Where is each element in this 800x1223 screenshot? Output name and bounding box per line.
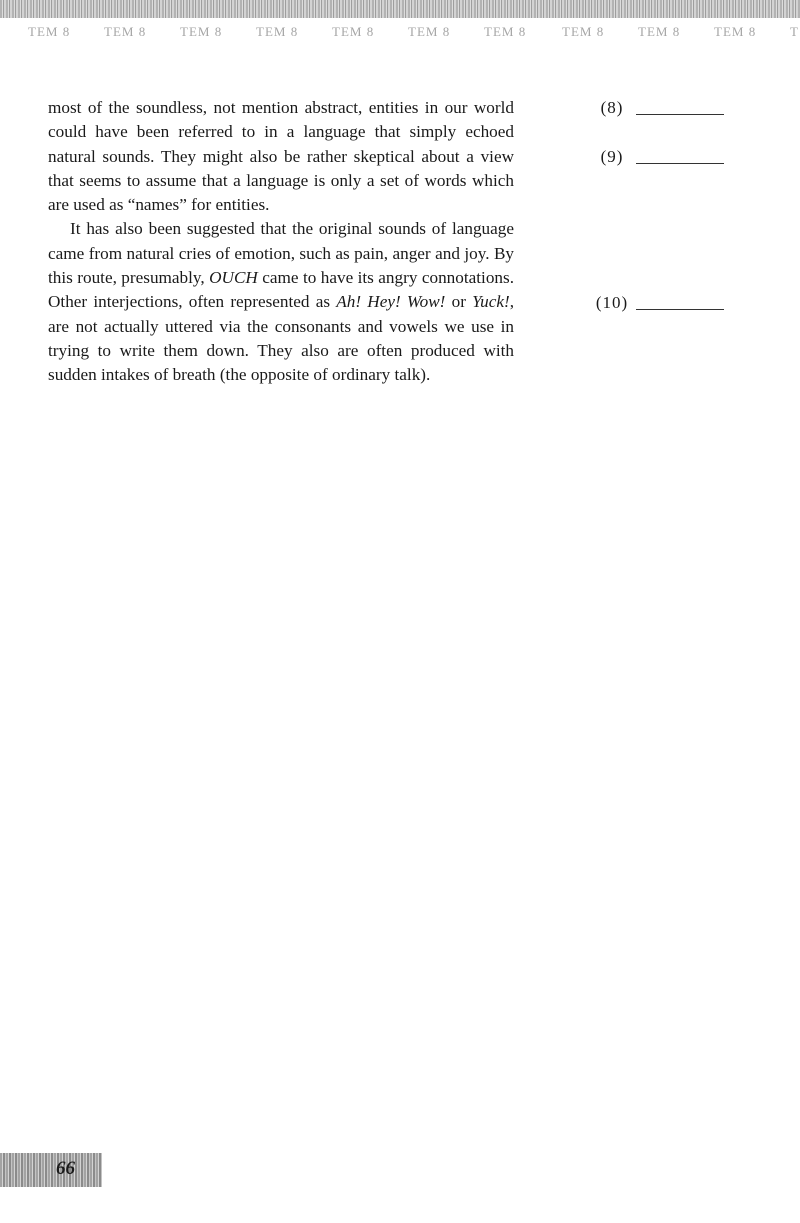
- blank-label: (8): [600, 98, 624, 117]
- interjection-examples: Ah! Hey! Wow!: [336, 292, 446, 312]
- blank-label: (10): [595, 293, 629, 312]
- answer-blank-8[interactable]: [590, 96, 730, 120]
- blank-line: [636, 309, 724, 310]
- header-label: TEM 8: [638, 24, 681, 39]
- yuck-term: Yuck!: [472, 292, 510, 312]
- answer-blank-10[interactable]: [590, 291, 730, 315]
- header-label: TEM 8: [562, 24, 605, 39]
- header-texture-band: [0, 0, 800, 18]
- header-label: TEM 8: [408, 24, 451, 39]
- paragraph-1: most of the soundless, not mention abstract, entities in our world could have been referred to in a language that simply echoed natural sounds. They might also be rather skeptical about a view that seems to assume that a language is only a set of words which are used as “names” for entities.: [48, 98, 514, 215]
- header-label: TEM 8: [714, 24, 757, 39]
- passage-text: [48, 96, 514, 388]
- header-label: TEM 8: [256, 24, 299, 39]
- page-number-tab: [0, 1153, 102, 1187]
- header-label: TEM 8: [180, 24, 223, 39]
- header-label: TEM 8: [484, 24, 527, 39]
- blank-label: (9): [600, 147, 624, 166]
- header-label: TEM 8: [104, 24, 147, 39]
- paragraph-2-text: came to have its angry connotations. Other interjections, often represented as: [48, 268, 514, 312]
- ouch-term: OUCH: [209, 268, 258, 288]
- paragraph-2-text: It has also been suggested that the original sounds of language came from natural cries of emotion, such as pain, anger and joy. By this route, presumably,: [48, 219, 514, 288]
- paragraph-2: [48, 217, 514, 387]
- paragraph-2-text: or: [451, 292, 466, 312]
- header-strip: [0, 18, 800, 48]
- blank-line: [636, 163, 724, 164]
- header-label: TEM 8: [332, 24, 375, 39]
- paragraph-2-text: , are not actually uttered via the consonants and vowels we use in trying to write them down. They also are often produced with sudden intakes of breath (the opposite of ordinary talk).: [48, 292, 515, 385]
- blank-line: [636, 114, 724, 115]
- page-number: 66: [56, 1158, 75, 1179]
- header-label: T: [790, 24, 799, 39]
- header-label: TEM 8: [28, 24, 71, 39]
- answer-blank-9[interactable]: [590, 145, 730, 169]
